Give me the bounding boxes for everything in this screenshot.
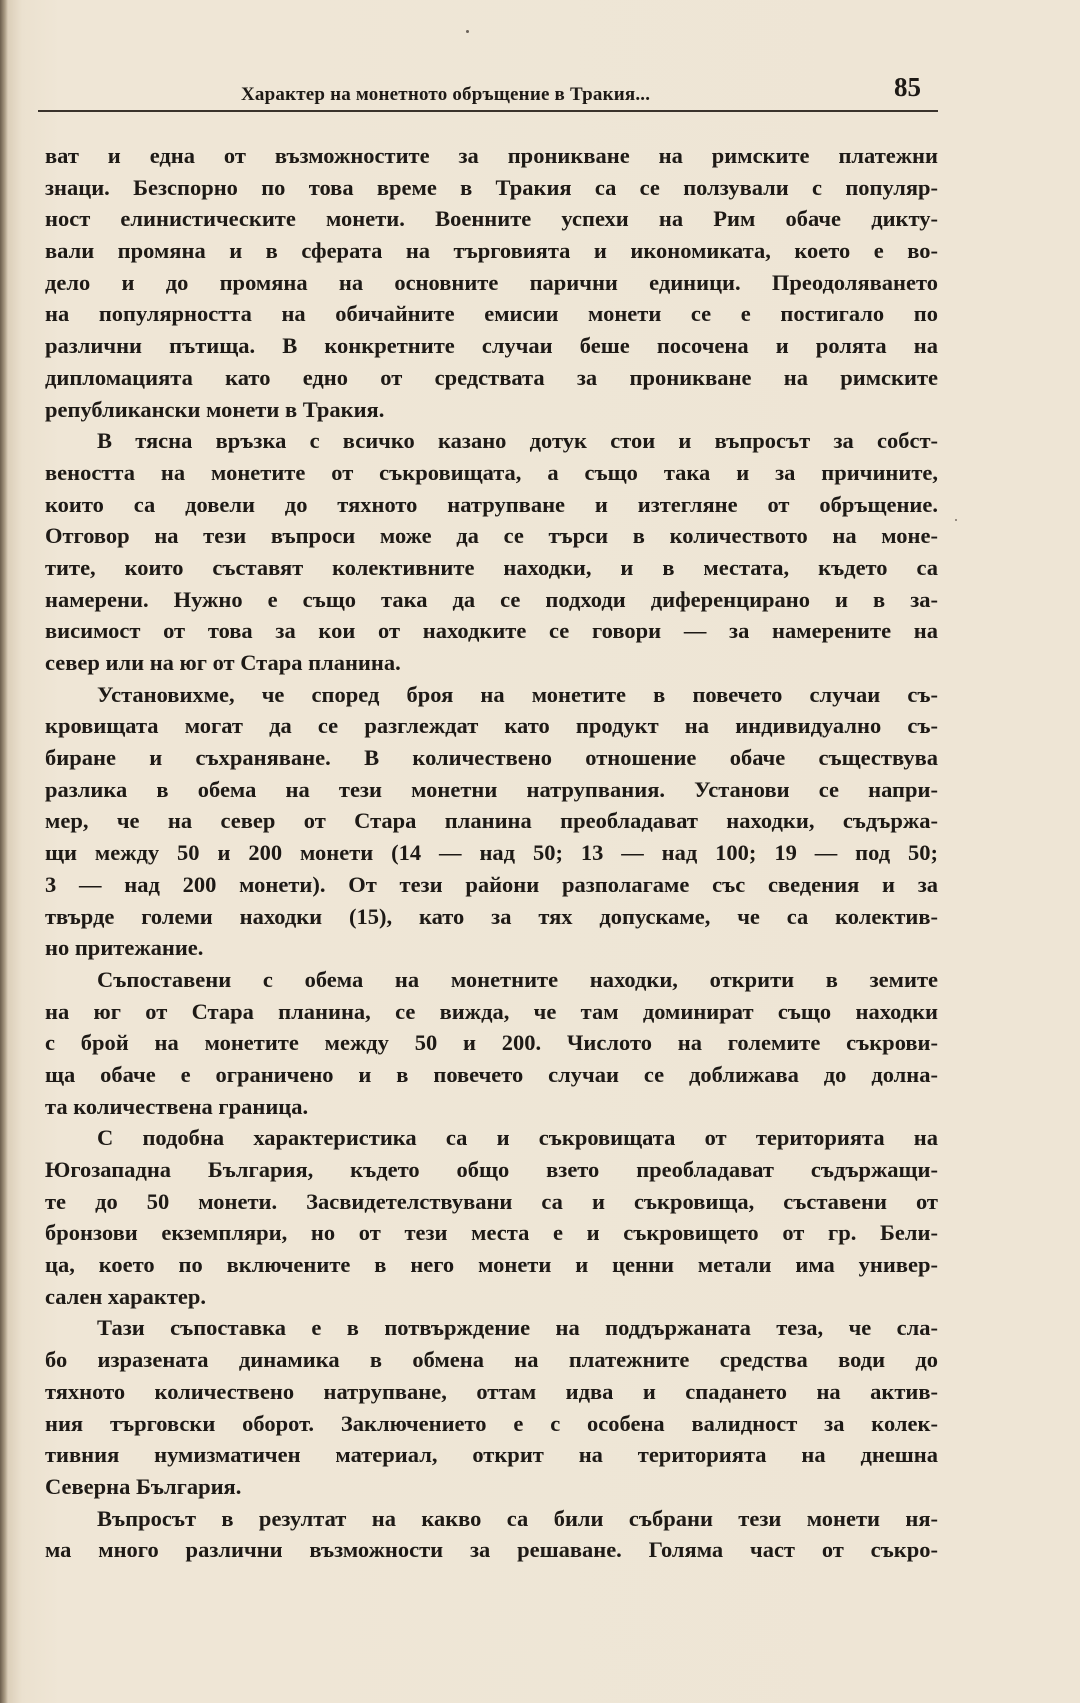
text-line: бронзови екземпляри, но от тези места е и съкровището от гр. Бели- [45, 1220, 938, 1246]
text-line: републикански монети в Тракия. [45, 396, 385, 422]
text-line: ща обаче е ограничено и в повечето случаи се доближава до долна- [45, 1061, 938, 1087]
text-line: на популярността на обичайните емисии монети се е постигало по [45, 301, 938, 327]
text-line: висимост от това за кои от находките се говори — за намерените на [45, 618, 938, 644]
text-line: дипломацията като едно от средствата за проникване на римските [45, 364, 938, 390]
book-binding-edge [0, 0, 8, 1703]
text-line: кровищата могат да се разглеждат като продукт на индивидуално съ- [45, 713, 938, 739]
text-line: които са довели до тяхното натрупване и изтегляне от обръщение. [45, 491, 938, 517]
text-line: ност елинистическите монети. Военните успехи на Рим обаче дикту- [45, 206, 938, 232]
text-line: север или на юг от Стара планина. [45, 650, 401, 675]
header-rule [38, 110, 938, 112]
text-line: с брой на монетите между 50 и 200. Числото на големите съкрови- [45, 1030, 938, 1056]
text-line: Югозападна България, където общо взето преобладават съдържащи- [45, 1157, 938, 1182]
text-line: мер, че на север от Стара планина преобладават находки, съдържа- [45, 808, 938, 834]
text-line: веността на монетите от съкровищата, а също така и за причините, [45, 459, 938, 485]
page-header [38, 68, 938, 114]
text-line: вали промяна и в сферата на търговията и икономиката, което е во- [45, 238, 938, 264]
text-line: Отговор на тези въпроси може да се търси в количеството на моне- [45, 523, 938, 549]
text-line: та количествена граница. [45, 1093, 309, 1119]
text-line: но притежание. [45, 935, 204, 961]
page-number: 85 [894, 72, 921, 102]
text-line: те до 50 монети. Засвидетелствувани са и съкровища, съставени от [45, 1188, 938, 1214]
text-line: Установихме, че според броя на монетите в повечето случаи съ- [97, 681, 938, 707]
text-line: сален характер. [45, 1283, 207, 1309]
body-text [45, 140, 938, 1566]
text-line: знаци. Безспорно по това време в Тракия са се ползували с популяр- [45, 174, 938, 200]
text-line: тите, които съставят колективните находки, и в местата, където са [45, 554, 938, 580]
text-line: 3 — над 200 монети). От тези райони разполагаме със сведения и за [45, 871, 938, 897]
text-line: ца, което по включените в него монети и ценни метали има универ- [45, 1252, 938, 1278]
text-line: Северна България. [45, 1473, 242, 1499]
text-line: Тази съпоставка е в потвърждение на поддържаната теза, че сла- [97, 1315, 938, 1341]
text-line: разлика в обема на тези монетни натрупвания. Установи се напри- [45, 776, 938, 802]
text-line: ния търговски оборот. Заключението е с особена валидност за колек- [45, 1410, 938, 1436]
text-line: бо изразената динамика в обмена на платежните средства води до [45, 1347, 938, 1373]
text-line: Съпоставени с обема на монетните находки, открити в земите [97, 966, 938, 992]
text-line: В тясна връзка с всичко казано дотук стои и въпросът за собст- [97, 428, 938, 454]
paper-speck [955, 519, 957, 521]
text-line: ват и една от възможностите за проникване на римските платежни [45, 143, 938, 168]
text-line: тяхното количествено натрупване, оттам идва и спадането на актив- [45, 1378, 938, 1404]
text-line: тивния нумизматичен материал, открит на територията на днешна [45, 1442, 938, 1468]
text-line: на юг от Стара планина, се вижда, че там доминират също находки [45, 998, 938, 1024]
text-line: намерени. Нужно е също така да се подходи диференцирано и в за- [45, 586, 938, 612]
text-line: дело и до промяна на основните парични единици. Преодоляването [45, 269, 938, 295]
text-line: ма много различни възможности за решаване. Голяма част от съкро- [45, 1537, 938, 1563]
text-line: щи между 50 и 200 монети (14 — над 50; 13 — над 100; 19 — под 50; [45, 840, 938, 866]
text-line: С подобна характеристика са и съкровищата от територията на [97, 1125, 938, 1151]
text-line: биране и съхраняване. В количествено отношение обаче съществува [45, 745, 938, 771]
printing-speck [466, 30, 469, 33]
text-line: Въпросът в резултат на какво са били събрани тези монети ня- [97, 1505, 938, 1531]
text-line: твърде големи находки (15), като за тях допускаме, че са колектив- [45, 903, 938, 929]
running-title: Характер на монетното обръщение в Тракия... [241, 84, 651, 105]
text-line: различни пътища. В конкретните случаи беше посочена и ролята на [45, 333, 938, 359]
